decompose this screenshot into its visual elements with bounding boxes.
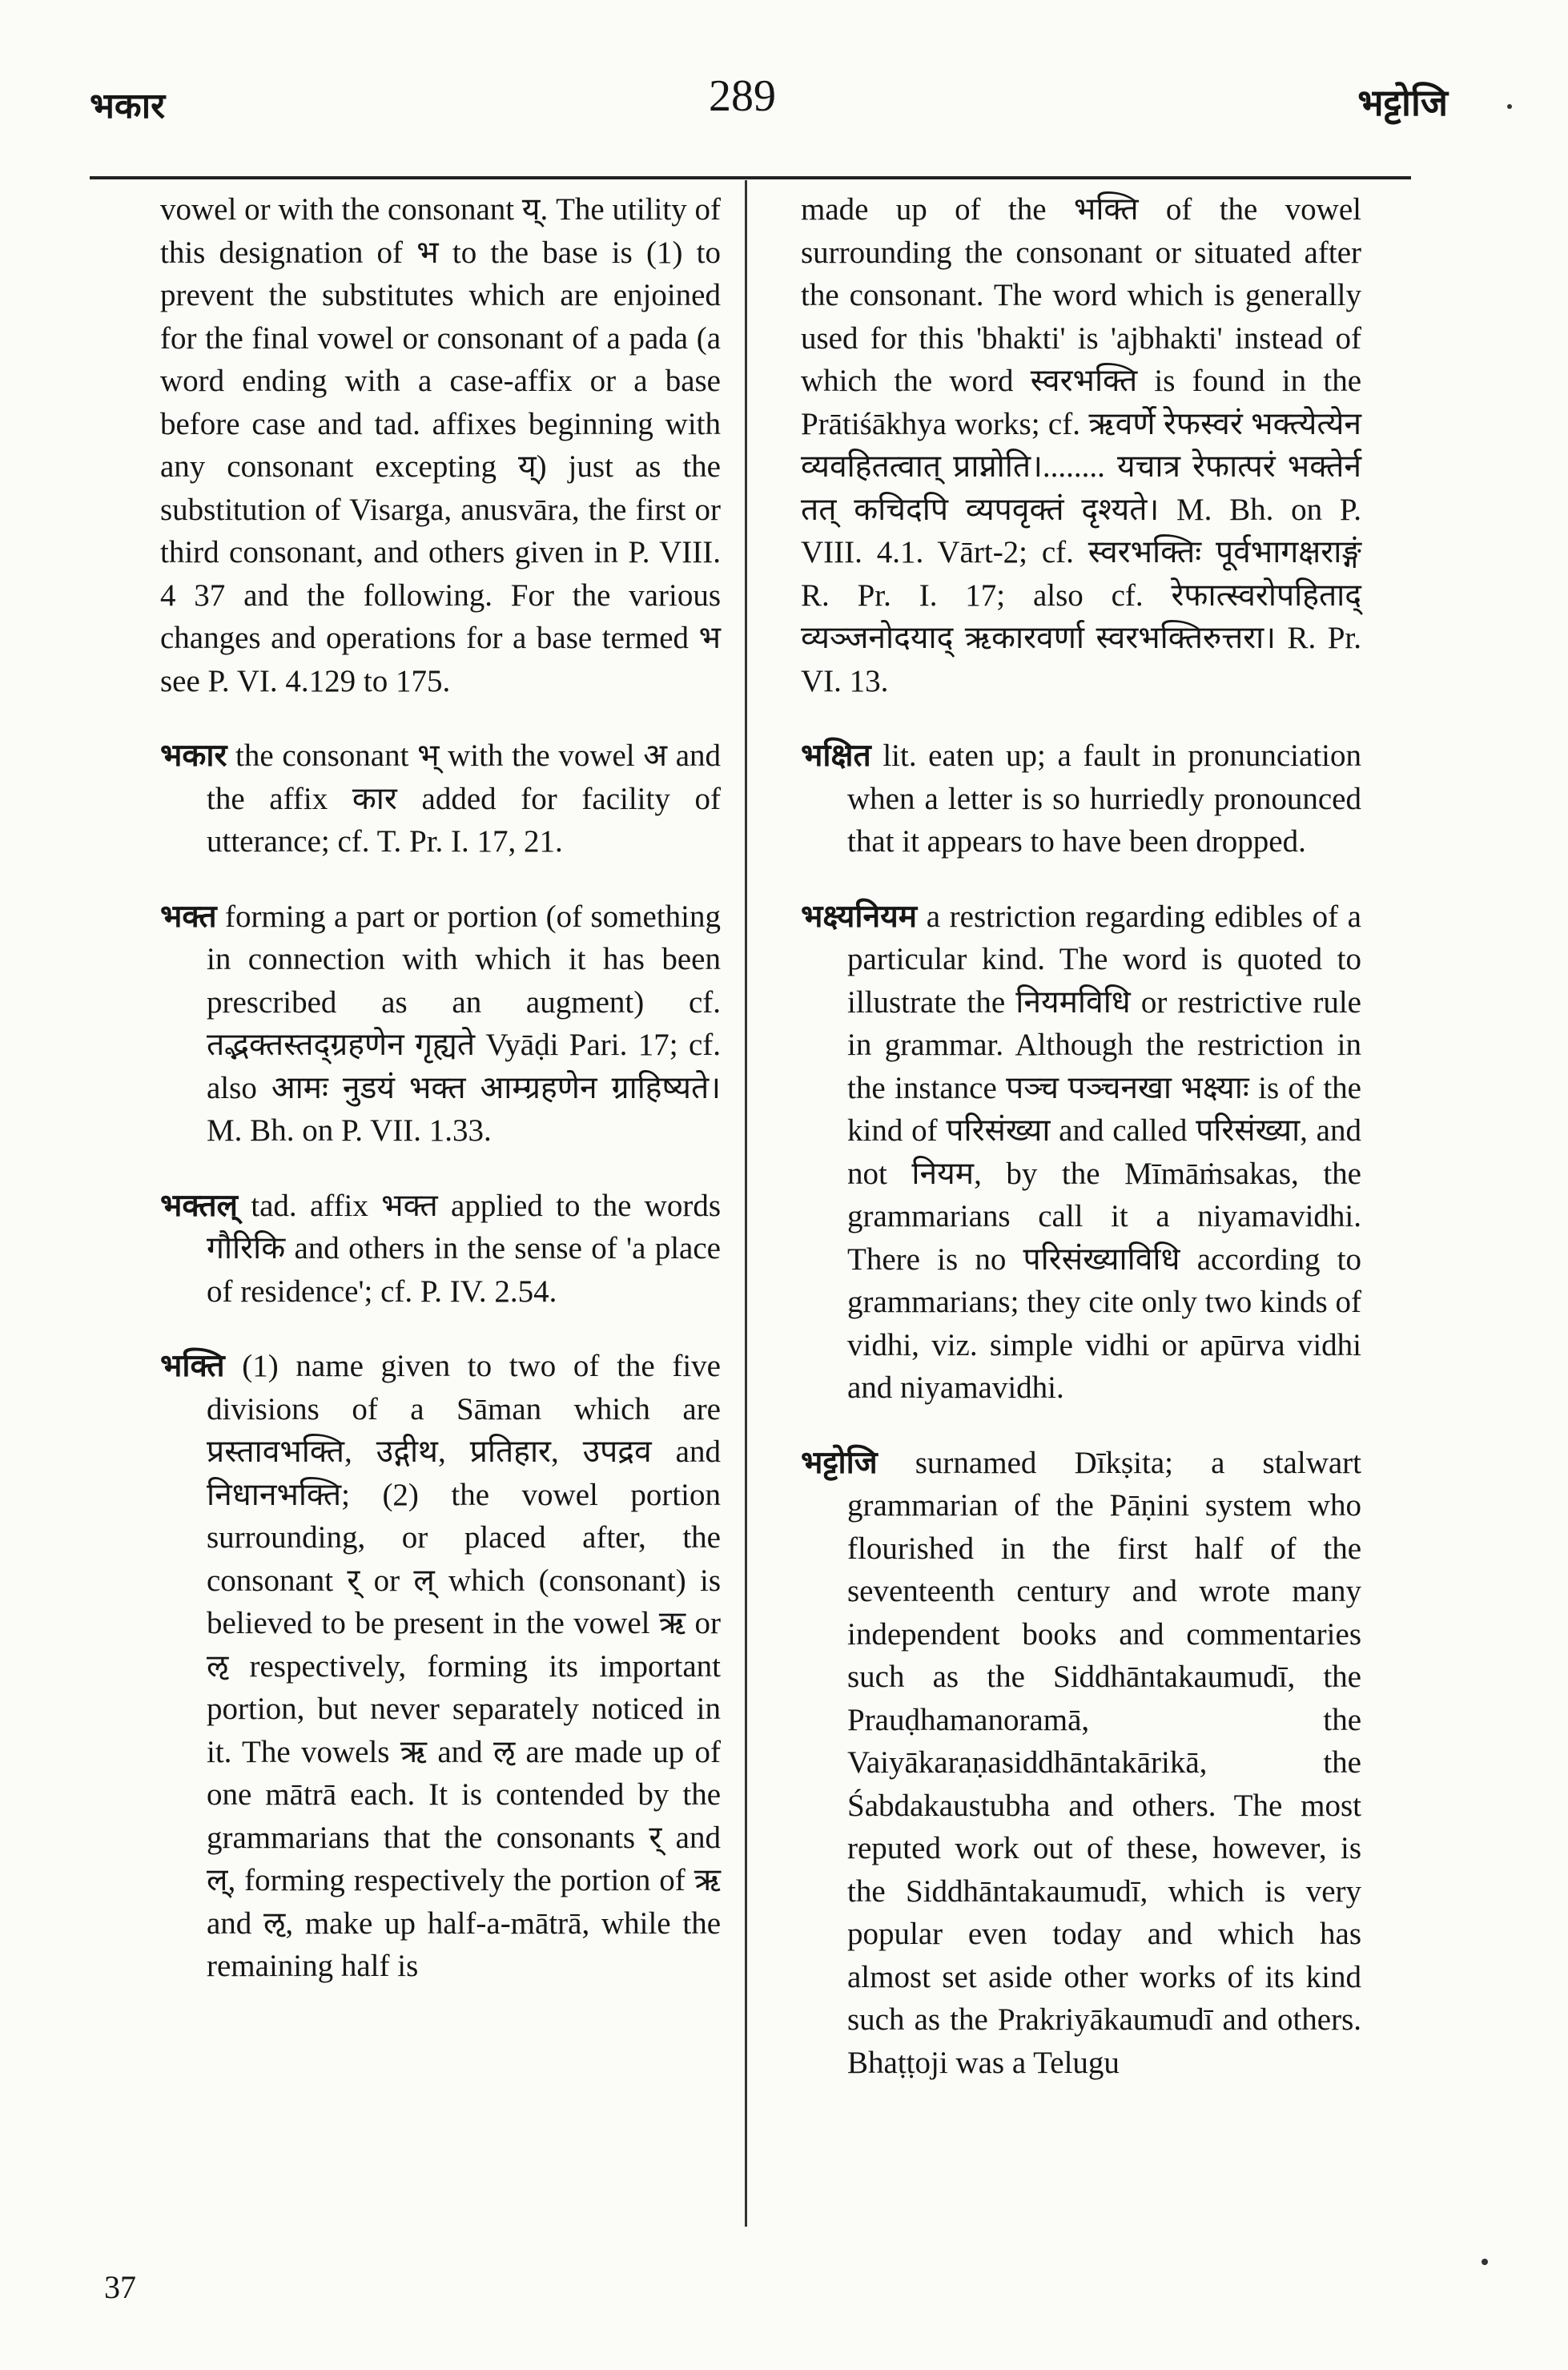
signature-mark: 37 — [104, 2269, 136, 2305]
margin-dot — [1482, 2259, 1488, 2265]
entry-text: lit. eaten up; a fault in pronunciation when a letter is so hurriedly pronounced that it appears to have been dropped. — [847, 738, 1361, 859]
margin-dot — [1507, 104, 1512, 109]
running-head-left: भकार — [90, 87, 166, 126]
dictionary-entry — [160, 895, 721, 1153]
entry-headword: भक्त — [160, 899, 217, 934]
left-column — [160, 188, 721, 2020]
page-number: 289 — [709, 71, 776, 121]
dictionary-entry-continued — [801, 188, 1361, 702]
entry-text: forming a part or portion (of something in connection with which it has been prescribed as an augment) cf. तद्भक्तस्तद्ग्रहणेन गृह्यते Vyāḍi Pari. 17; cf. also आमः नुडयं भक्त आम्ग्रहणेन ग्राहिष्यते। M. Bh. on P. VII. 1.33. — [207, 899, 721, 1148]
entry-text: surnamed Dīkṣita; a stalwart grammarian of the Pāṇini system who flourished in the first half of the seventeenth century and wrote many independent books and commentaries such as the Siddhāntakaumudī, the Prauḍhamanoramā, the Vaiyākaraṇasiddhāntakārikā, the Śabdakaustubha and others. The most reputed work out of these, however, is the Siddhāntakaumudī, which is very popular even today and which has almost set aside other works of its kind such as the Prakriyākaumudī and others. Bhaṭṭoji was a Telugu — [847, 1445, 1361, 2080]
entry-headword: भक्षित — [801, 738, 871, 773]
entry-text: (1) name given to two of the five divisions of a Sāman which are प्रस्तावभक्ति, उद्गीथ, प्रतिहार, उपद्रव and निधानभक्ति; (2) the vowel portion surrounding, or placed after, the consonant र् or ल् which (consonant) is believed to be present in the vowel ऋ or ऌ respectively, forming its important portion, but never separately noticed in it. The vowels ऋ and ऌ are made up of one mātrā each. It is contended by the grammarians that the consonants र् and ल्, forming respectively the portion of ऋ and ऌ, make up half-a-mātrā, while the remaining half is — [207, 1349, 721, 1983]
dictionary-entry-continued — [160, 188, 721, 702]
entry-headword: भक्ष्यनियम — [801, 899, 918, 934]
running-head-right: भट्टोजि — [1357, 82, 1448, 123]
entry-text: tad. affix भक्त applied to the words गौरिकि and others in the sense of 'a place of residence'; cf. P. IV. 2.54. — [207, 1188, 721, 1309]
entry-headword: भक्ति — [160, 1349, 225, 1383]
entry-headword: भकार — [160, 738, 227, 773]
entry-text: the consonant भ् with the vowel अ and the affix कार added for facility of utterance; cf. T. Pr. I. 17, 21. — [207, 738, 721, 859]
entry-text: vowel or with the consonant य्. The utility of this designation of भ to the base is (1) to prevent the substitutes which are enjoined for the final vowel or consonant of a pada (a word ending with a case-affix or a base before case and tad. affixes beginning with any consonant excepting य्) just as the substitution of Visarga, anusvāra, the first or third consonant, and others given in P. VIII. 4 37 and the following. For the various changes and operations for a base termed भ see P. VI. 4.129 to 175. — [160, 192, 721, 698]
entry-text: a restriction regarding edibles of a particular kind. The word is quoted to illustrate the नियमविधि or restrictive rule in grammar. Although the restriction in the instance पञ्च पञ्चनखा भक्ष्याः is of the kind of परिसंख्या and called परिसंख्या, and not नियम, by the Mīmāṁsakas, the grammarians call it a niyamavidhi. There is no परिसंख्याविधि according to grammarians; they cite only two kinds of vidhi, viz. simple vidhi or apūrva vidhi and niyamavidhi. — [847, 899, 1361, 1405]
header-rule — [90, 176, 1411, 179]
dictionary-entry — [801, 734, 1361, 863]
entry-headword: भट्टोजि — [801, 1445, 878, 1480]
entry-text: made up of the भक्ति of the vowel surrounding the consonant or situated after the consonant. The word which is generally used for this 'bhakti' is 'ajbhakti' instead of which the word स्वरभक्ति is found in the Prātiśākhya works; cf. ऋवर्णे रेफस्वरं भक्त्येत्येन व्यवहितत्वात् प्राप्नोति।........ यचात्र रेफात्परं भक्तेर्न तत् कचिदपि व्यपवृक्तं दृश्यते। M. Bh. on P. VIII. 4.1. Vārt-2; cf. स्वरभक्तिः पूर्वभागक्षराङ्गं R. Pr. I. 17; also cf. रेफात्स्वरोपहिताद् व्यञ्जनोदयाद् ऋकारवर्णा स्वरभक्तिरुत्तरा। R. Pr. VI. 13. — [801, 192, 1361, 698]
column-divider — [745, 180, 747, 2227]
entry-headword: भक्तल् — [160, 1188, 238, 1223]
right-column — [801, 188, 1361, 2116]
dictionary-entry — [160, 734, 721, 863]
dictionary-entry — [801, 1442, 1361, 2085]
dictionary-entry — [801, 895, 1361, 1410]
dictionary-entry — [160, 1185, 721, 1314]
dictionary-entry — [160, 1345, 721, 1988]
page-header — [0, 0, 1568, 176]
